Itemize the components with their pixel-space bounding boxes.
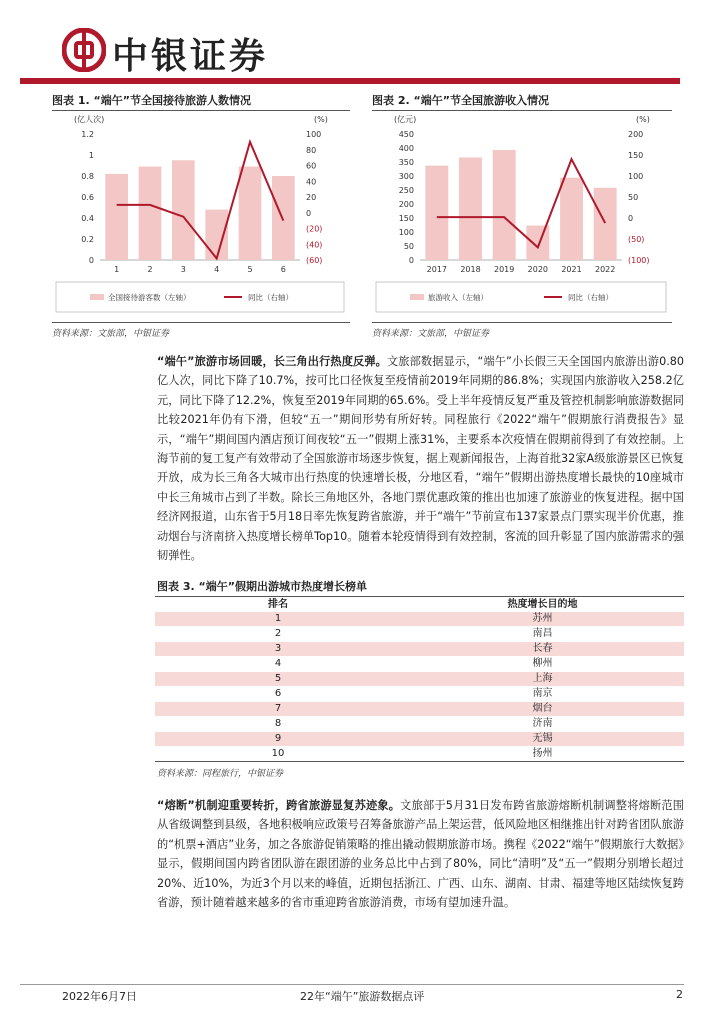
fig2-left-tick: 100 (398, 228, 414, 237)
fig1-right-tick: (60) (306, 256, 323, 265)
destination-cell: 苏州 (532, 613, 553, 624)
fig2-right-tick: (50) (628, 235, 645, 244)
fig1-x-tick: 6 (280, 265, 286, 274)
fig2-right-tick: (100) (628, 256, 650, 265)
table-row (155, 627, 684, 641)
destination-cell: 扬州 (532, 748, 553, 759)
figure1-bottom-rule (52, 322, 350, 323)
fig2-right-tick: 100 (628, 172, 644, 181)
fig2-x-tick: 2018 (460, 265, 481, 274)
fig1-right-tick: 60 (306, 161, 317, 171)
fig1-right-tick: 20 (306, 193, 317, 202)
footer-rule (20, 984, 684, 985)
fig2-right-axis-label: (%) (636, 115, 650, 124)
fig1-right-axis-label: (%) (314, 115, 328, 124)
figure1-rule (52, 110, 350, 111)
table-row (155, 702, 684, 716)
header-rule (20, 78, 680, 84)
paragraph-circuit-breaker (157, 796, 684, 912)
fig2-right-tick: 200 (628, 130, 644, 139)
figure3-source: 资料来源：同程旅行，中银证券 (157, 769, 284, 779)
table-row (155, 717, 684, 731)
footer-title: 22年“端午”旅游数据点评 (300, 990, 425, 1003)
fig2-left-tick: 400 (398, 144, 414, 153)
fig1-bar (205, 210, 228, 260)
fig1-legend-bar-label: 全国接待游客数（左轴） (108, 293, 191, 302)
rank-cell: 2 (274, 628, 282, 639)
page-number: 2 (676, 988, 683, 1001)
fig2-x-tick: 2019 (493, 265, 515, 274)
fig1-left-tick: 1 (88, 151, 94, 160)
fig2-legend-bar-label: 旅游收入（左轴） (428, 293, 488, 302)
fig1-left-tick: 1.2 (81, 130, 94, 139)
paragraph1-body: 文旅部数据显示，“端午”小长假三天全国国内旅游出游0.80亿人次，同比下降了10.7%，按可比口径恢复至疫情前2019年同期的86.8%；实现国内旅游收入258.2亿元，同比下降了12.2%，恢复至2019年同期的65.6%。受上半年疫情反复严重及管控机制影响旅游数据同比较2021年仍有下滑，但较“五一”期间形势有所好转。同程旅行《2022“端午”假期旅行消费报告》显示，“端午”期间国内酒店预订间夜较“五一”假期上涨31%，主要系本次疫情在假期前得到了有效控制。上海节前的复工复产有效带动了全国旅游市场逐步恢复，据上观新闻报告，上海首批32家A级旅游景区已恢复开放，成为长三角各大城市出行热度的快速增长极，分地区看，“端午”假期出游热度增长最快的10座城市中长三角城市占到了半数。除长三角地区外，各地门票优惠政策的推出也加速了旅游业的恢复进程。据中国经济网报道，山东省于5月18日率先恢复跨省旅游，并于“端午”节前宣布137家景点门票实现半价优惠，推动烟台与济南挤入热度增长榜单Top10。随着本轮疫情得到有效控制，客流的回升彰显了国内旅游需求的强韧弹性。 (157, 355, 684, 563)
fig2-bar (493, 150, 516, 260)
destination-cell: 南京 (532, 688, 553, 699)
destination-cell: 南昌 (532, 628, 553, 639)
rank-cell: 10 (271, 748, 285, 759)
table-row (155, 687, 684, 701)
table-header (155, 598, 684, 612)
figure1-chart (52, 112, 350, 322)
figure3-bottom-rule (155, 761, 684, 762)
fig1-left-tick: 0.6 (81, 193, 94, 202)
fig2-left-tick: 350 (398, 158, 414, 167)
fig1-left-tick: 0.2 (81, 235, 94, 244)
figure2-source: 资料来源：文旅部，中银证券 (372, 329, 490, 339)
fig2-bar (526, 226, 549, 260)
fig1-right-tick: 40 (306, 177, 317, 187)
fig2-legend-line-label: 同比（右轴） (568, 293, 613, 302)
fig1-x-tick: 2 (147, 265, 153, 274)
fig1-x-tick: 5 (247, 265, 253, 274)
fig2-x-tick: 2017 (426, 265, 448, 274)
paragraph2-body: 文旅部于5月31日发布跨省旅游熔断机制调整将熔断范围从省级调整到县级，各地积极响应政策号召筹备旅游产品上架运营，低风险地区相继推出针对跨省团队旅游的“机票+酒店”业务，加之各旅游促销策略的推出撬动假期旅游市场。携程《2022“端午”假期旅行大数据》显示，假期间国内跨省团队游在跟团游的业务总比中占到了80%，同比“清明”及“五一”假期分别增长超过20%、近10%，为近3个月以来的峰值，近期包括浙江、广西、山东、湖南、甘肃、福建等地区陆续恢复跨省游，预计随着越来越多的省市重迎跨省旅游消费，市场有望加速升温。 (157, 799, 684, 910)
paragraph2-lead: “熔断”机制迎重要转折，跨省旅游显复苏迹象。 (157, 799, 401, 812)
fig2-right-tick: 0 (628, 214, 634, 223)
destination-cell: 烟台 (532, 703, 553, 714)
fig1-left-tick: 0.4 (81, 214, 94, 223)
figure3-rule (155, 596, 684, 597)
figure2-bottom-rule (372, 322, 672, 323)
fig1-right-tick: (20) (306, 224, 323, 234)
fig2-right-tick: 50 (628, 193, 639, 202)
fig2-x-tick: 2020 (527, 265, 549, 274)
destination-cell: 长春 (532, 643, 553, 654)
fig2-left-tick: 300 (398, 172, 414, 181)
fig2-bar (560, 178, 583, 260)
table-row (155, 657, 684, 671)
ranking-table (155, 612, 684, 762)
table-row (155, 732, 684, 746)
fig2-x-tick: 2022 (594, 265, 616, 274)
rank-cell: 9 (274, 733, 282, 744)
header-destination: 热度增长目的地 (507, 599, 578, 610)
brand-name: 中银证券 (112, 35, 269, 77)
fig1-right-tick: 100 (306, 130, 322, 139)
destination-cell: 上海 (532, 673, 553, 684)
bank-logo-icon (62, 28, 106, 72)
rank-cell: 6 (274, 688, 282, 699)
figure2-chart (372, 112, 672, 322)
fig2-left-tick: 250 (398, 186, 414, 195)
fig2-left-tick: 0 (408, 256, 414, 265)
fig1-bar (105, 174, 128, 260)
fig2-left-tick: 150 (398, 214, 414, 223)
fig1-x-tick: 4 (214, 265, 220, 274)
destination-cell: 柳州 (532, 658, 553, 669)
figure2-rule (372, 110, 672, 111)
table-row (155, 672, 684, 686)
paragraph1-lead: “端午”旅游市场回暖，长三角出行热度反弹。 (157, 355, 387, 368)
header-rank: 排名 (268, 599, 288, 610)
fig2-bar (594, 188, 617, 260)
table-row (155, 612, 684, 626)
fig1-x-tick: 3 (180, 265, 186, 274)
fig1-bar (239, 167, 262, 260)
rank-cell: 3 (274, 643, 282, 654)
footer-date: 2022年6月7日 (62, 990, 137, 1003)
fig1-left-axis-label: (亿人次) (74, 115, 105, 124)
fig1-legend-bar-swatch (90, 294, 104, 300)
fig2-left-tick: 200 (398, 200, 414, 209)
fig1-legend-line-label: 同比（右轴） (248, 293, 293, 302)
table-row (155, 642, 684, 656)
fig2-bar (425, 166, 448, 260)
fig1-left-tick: 0 (88, 256, 94, 265)
fig2-bar (459, 158, 482, 260)
fig1-left-tick: 0.8 (81, 172, 94, 181)
rank-cell: 7 (274, 703, 282, 714)
destination-cell: 无锡 (532, 733, 553, 744)
fig1-right-tick: 0 (306, 208, 312, 218)
fig1-x-tick: 1 (114, 265, 120, 274)
figure3-title: 图表 3. “端午”假期出游城市热度增长榜单 (157, 580, 367, 593)
figure1-source: 资料来源：文旅部，中银证券 (52, 329, 170, 339)
fig2-left-tick: 50 (403, 242, 414, 251)
table-row (155, 747, 684, 761)
figure1-title: 图表 1. “端午”节全国接待旅游人数情况 (52, 94, 251, 107)
rank-cell: 8 (274, 718, 282, 729)
fig1-right-tick: 80 (306, 145, 317, 155)
fig2-left-axis-label: (亿元) (394, 115, 417, 124)
fig1-bar (272, 176, 295, 260)
fig2-x-tick: 2021 (561, 265, 582, 274)
fig1-bar (139, 167, 162, 260)
fig1-bar (172, 160, 195, 260)
fig2-right-tick: 150 (628, 151, 644, 160)
figure2-title: 图表 2. “端午”节全国旅游收入情况 (372, 94, 549, 107)
rank-cell: 4 (274, 658, 282, 669)
destination-cell: 济南 (532, 718, 553, 729)
rank-cell: 5 (274, 673, 282, 684)
fig2-legend-bar-swatch (410, 294, 424, 300)
rank-cell: 1 (274, 613, 282, 624)
fig2-left-tick: 450 (398, 130, 414, 139)
fig1-right-tick: (40) (306, 240, 323, 250)
paragraph-tourism-recovery (157, 352, 684, 565)
